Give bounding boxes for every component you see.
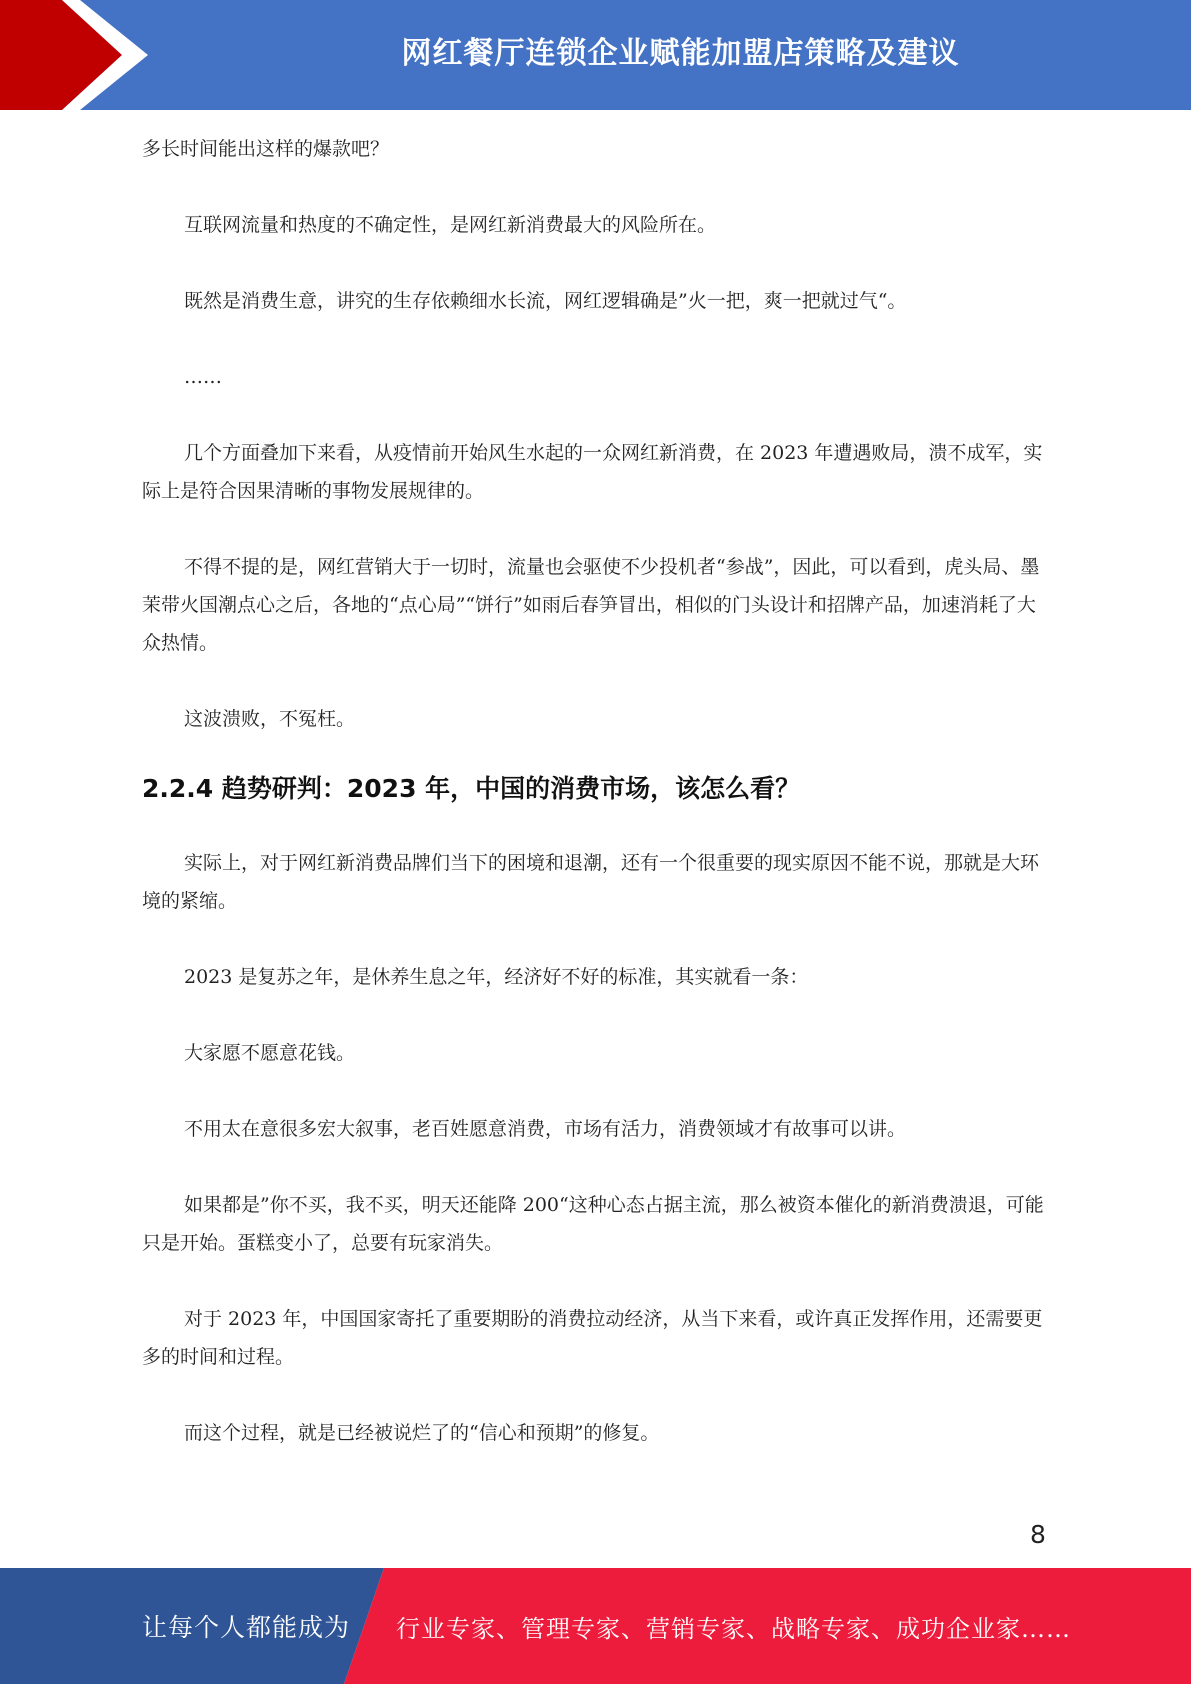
- paragraph: 既然是消费生意，讲究的生存依赖细水长流，网红逻辑确是”火一把，爽一把就过气“。: [184, 290, 907, 312]
- paragraph: 实际上，对于网红新消费品牌们当下的困境和退潮，还有一个很重要的现实原因不能不说，那就是大环境的紧缩。: [142, 852, 1040, 912]
- paragraph: 不得不提的是，网红营销大于一切时，流量也会驱使不少投机者“参战”，因此，可以看到，虎头局、墨茉带火国潮点心之后，各地的“点心局”“饼行”如雨后春笋冒出，相似的门头设计和招牌产品，加速消耗了大众热情。: [142, 556, 1040, 654]
- footer-slogan-left: 让每个人都能成为: [142, 1613, 351, 1642]
- paragraph: 如果都是”你不买，我不买，明天还能降 200“这种心态占据主流，那么被资本催化的新消费溃退，可能只是开始。蛋糕变小了，总要有玩家消失。: [142, 1194, 1044, 1254]
- header-arrow-decoration: [0, 0, 170, 110]
- footer-slogan-right: 行业专家、管理专家、营销专家、战略专家、成功企业家……: [396, 1614, 1071, 1643]
- paragraph: 互联网流量和热度的不确定性，是网红新消费最大的风险所在。: [184, 214, 717, 236]
- paragraph: 大家愿不愿意花钱。: [184, 1042, 356, 1064]
- page-footer: [0, 1568, 1191, 1684]
- page-header: [0, 0, 1191, 110]
- header-red-chevron: [0, 0, 122, 110]
- paragraph: 2023 是复苏之年，是休养生息之年，经济好不好的标准，其实就看一条：: [184, 966, 809, 988]
- page-number: 8: [1030, 1520, 1046, 1549]
- paragraph: 而这个过程，就是已经被说烂了的“信心和预期”的修复。: [184, 1422, 660, 1444]
- paragraph: 不用太在意很多宏大叙事，老百姓愿意消费，市场有活力，消费领域才有故事可以讲。: [184, 1118, 907, 1140]
- section-heading: 2.2.4 趋势研判：2023 年，中国的消费市场，该怎么看？: [142, 774, 801, 803]
- paragraph: 这波溃败，不冤枉。: [184, 708, 356, 730]
- paragraph-ellipsis: ……: [184, 366, 222, 388]
- document-body: [142, 130, 1048, 1490]
- paragraph: 几个方面叠加下来看，从疫情前开始风生水起的一众网红新消费，在 2023 年遭遇败局，溃不成军，实际上是符合因果清晰的事物发展规律的。: [142, 442, 1043, 502]
- paragraph: 对于 2023 年，中国国家寄托了重要期盼的消费拉动经济，从当下来看，或许真正发挥作用，还需要更多的时间和过程。: [142, 1308, 1043, 1368]
- document-title: 网红餐厅连锁企业赋能加盟店策略及建议: [401, 36, 960, 71]
- paragraph-continuation: 多长时间能出这样的爆款吧？: [142, 138, 390, 160]
